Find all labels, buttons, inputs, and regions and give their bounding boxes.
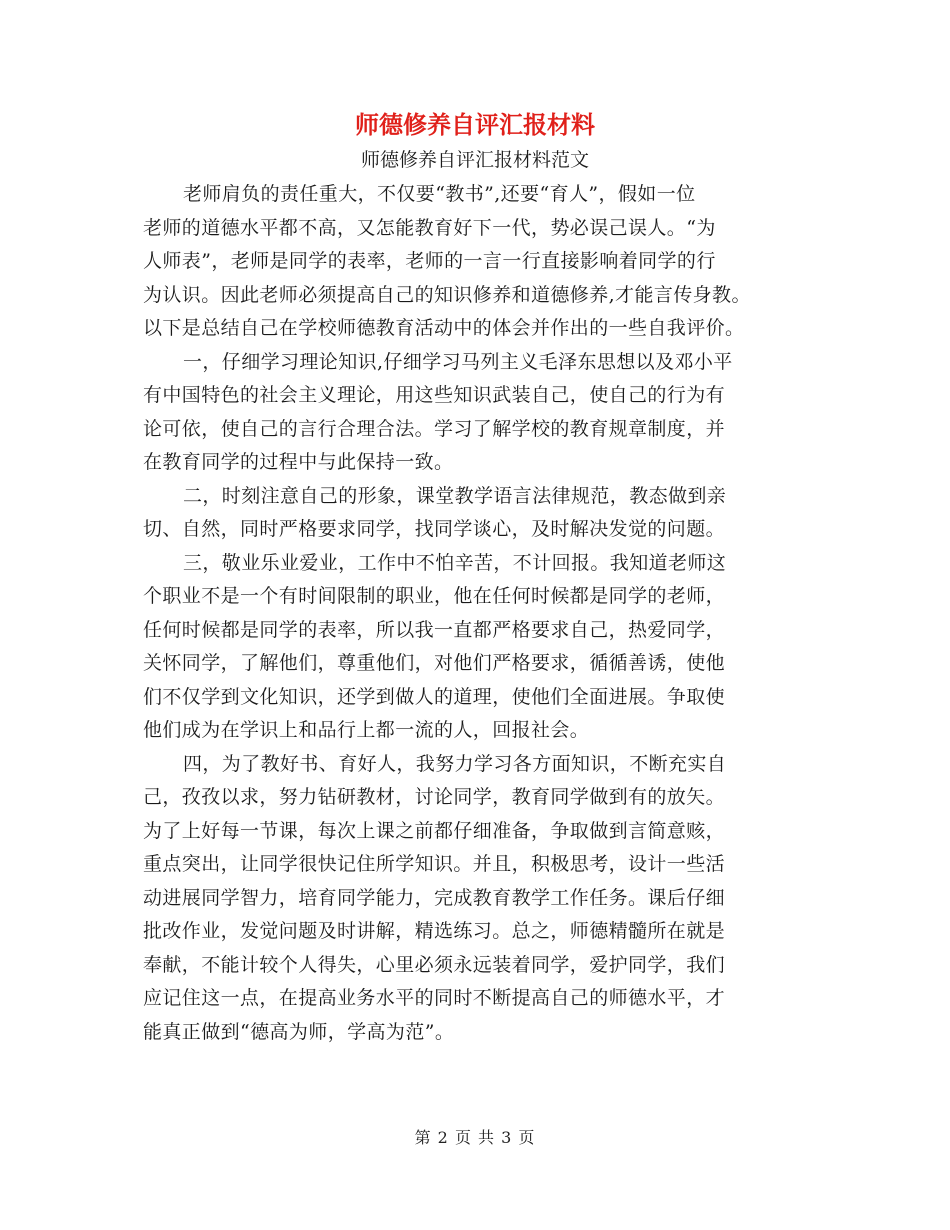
text-line: 论可依，使自己的言行合理合法。学习了解学校的教育规章制度，并	[143, 417, 726, 440]
text-line: 关怀同学，了解他们，尊重他们，对他们严格要求，循循善诱，使他	[143, 652, 726, 674]
text-line: 有中国特色的社会主义理论，用这些知识武装自己，使自己的行为有	[143, 384, 726, 406]
text-line: 在教育同学的过程中与此保持一致。	[143, 451, 454, 473]
text-line: 们不仅学到文化知识，还学到做人的道理，使他们全面进展。争取使	[143, 685, 726, 708]
text-line: 以下是总结自己在学校师德教育活动中的体会并作出的一些自我评价。	[143, 317, 745, 339]
text-line: 个职业不是一个有时间限制的职业，他在任何时候都是同学的老师，	[143, 585, 726, 607]
document-subtitle: 师德修养自评汇报材料范文	[360, 149, 589, 171]
text-line: 他们成为在学识上和品行上都一流的人，回报社会。	[143, 719, 590, 741]
text-line: 老师的道德水平都不高，又怎能教育好下一代，势必误己误人。“为	[143, 216, 716, 239]
text-line: 切、自然，同时严格要求同学，找同学谈心，及时解决发觉的问题。	[143, 518, 726, 540]
text-line: 为认识。因此老师必须提高自己的知识修养和道德修养,才能言传身教。	[143, 283, 751, 306]
text-line: 己，孜孜以求，努力钻研教材，讨论同学，教育同学做到有的放矢。	[143, 786, 726, 808]
text-line: 一，仔细学习理论知识,仔细学习马列主义毛泽东思想以及邓小平	[183, 350, 733, 373]
document-body	[143, 178, 813, 1049]
text-line: 老师肩负的责任重大，不仅要“教书”,还要“育人”，假如一位	[183, 183, 696, 205]
text-line: 动进展同学智力，培育同学能力，完成教育教学工作任务。课后仔细	[143, 886, 726, 909]
text-line: 能真正做到“德高为师，学高为范”。	[143, 1020, 455, 1043]
text-line: 重点突出，让同学很快记住所学知识。并且，积极思考，设计一些活	[143, 853, 726, 875]
text-line: 批改作业，发觉问题及时讲解，精选练习。总之，师德精髓所在就是	[143, 920, 726, 942]
text-line: 三，敬业乐业爱业，工作中不怕辛苦，不计回报。我知道老师这	[183, 551, 727, 574]
text-line: 为了上好每一节课，每次上课之前都仔细准备，争取做到言简意赅，	[143, 819, 726, 842]
document-title: 师德修养自评汇报材料	[355, 111, 595, 139]
text-line: 任何时候都是同学的表率，所以我一直都严格要求自己，热爱同学，	[143, 618, 726, 641]
text-line: 应记住这一点，在提高业务水平的同时不断提高自己的师德水平，才	[143, 987, 726, 1009]
text-line: 人师表”，老师是同学的表率，老师的一言一行直接影响着同学的行	[143, 250, 716, 272]
page-number-footer: 第 2 页 共 3 页	[414, 1128, 536, 1147]
text-line: 奉献，不能计较个人得失，心里必须永远装着同学，爱护同学，我们	[143, 953, 726, 976]
text-line: 二，时刻注意自己的形象，课堂教学语言法律规范，教态做到亲	[183, 484, 727, 507]
text-line: 四，为了教好书、育好人，我努力学习各方面知识，不断充实自	[183, 752, 727, 775]
